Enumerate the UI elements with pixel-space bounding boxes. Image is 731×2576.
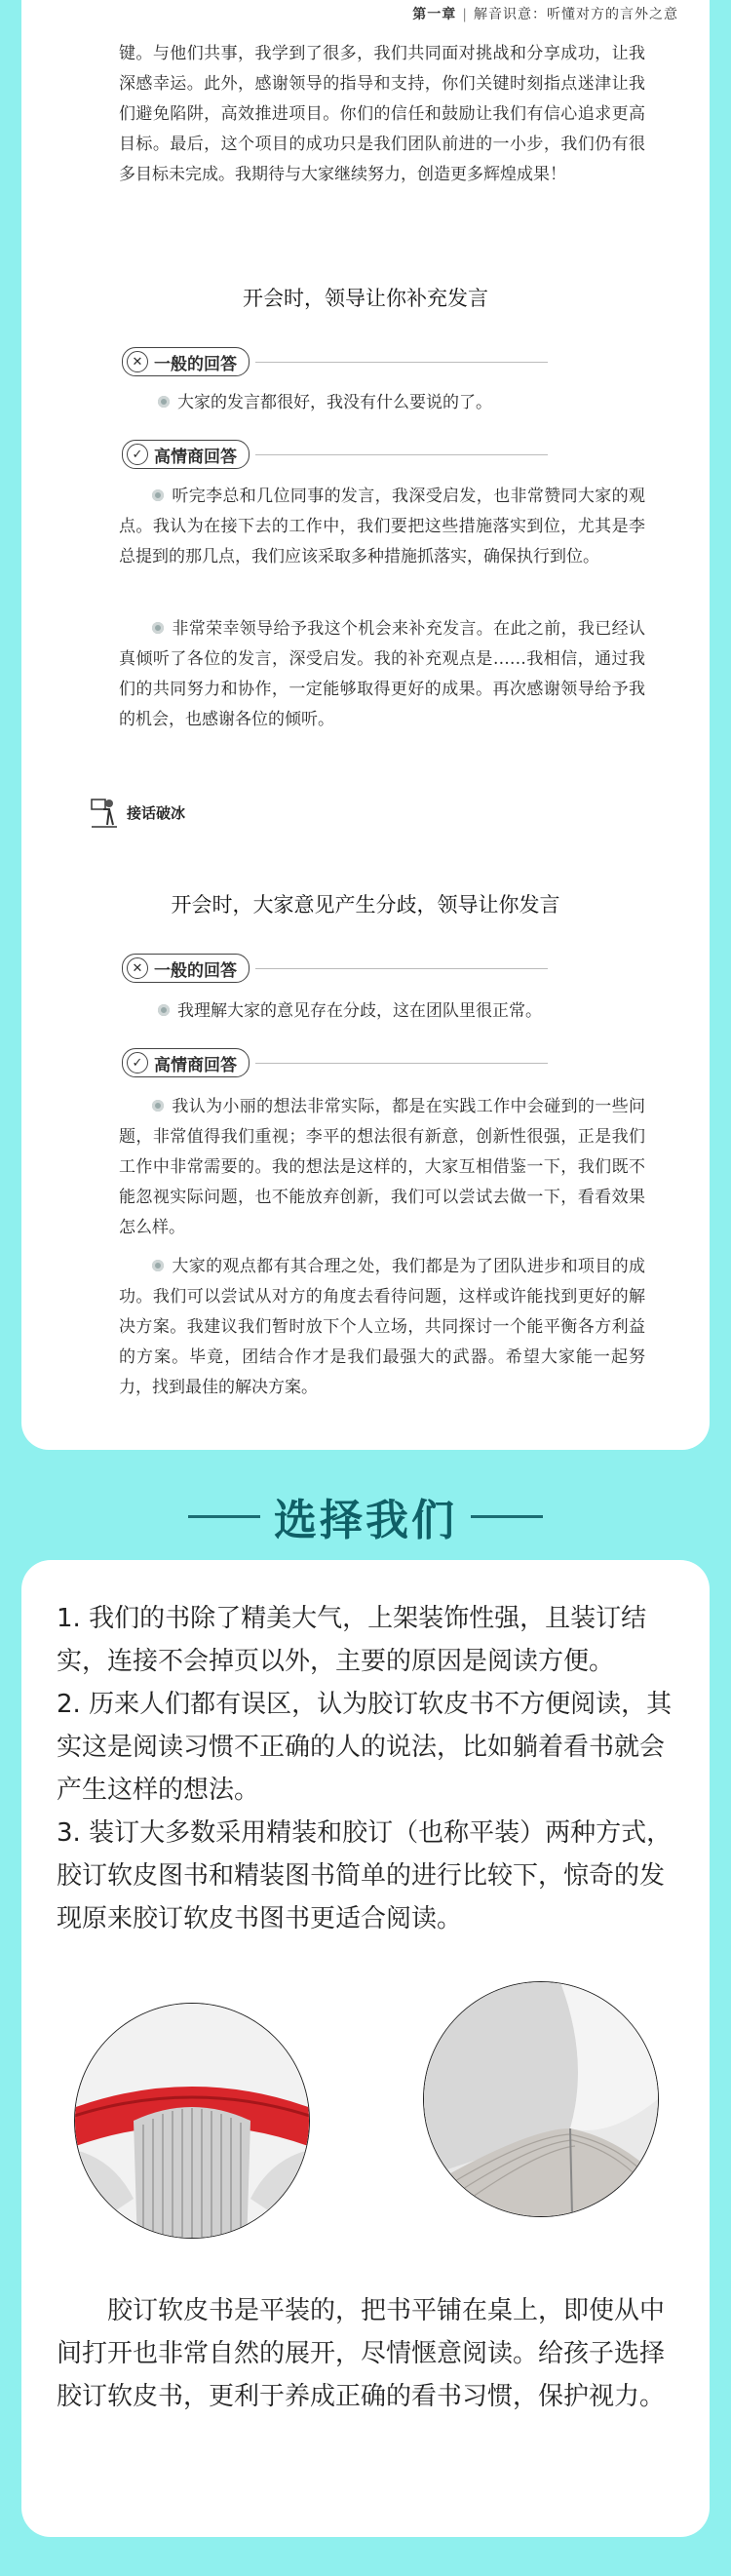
bullet-icon [152,1260,164,1271]
scenario1-general-text: 大家的发言都很好，我没有什么要说的了。 [177,393,492,412]
section-title-text: 选择我们 [274,1496,457,1545]
scenario1-general-tag [122,347,250,376]
chapter-subtitle: 解音识意：听懂对方的言外之意 [474,7,678,22]
book-page-card [21,0,710,1450]
book-pages-photo [423,1981,659,2217]
intro-paragraph: 键。与他们共事，我学到了很多，我们共同面对挑战和分享成功，让我深感幸运。此外，感谢领导的指导和支持，你们关键时刻指点迷津让我们避免陷阱，高效推进项目。你们的信任和鼓励让我们有信心追求更高目标。最后，这个项目的成功只是我们团队前进的一小步，我们仍有很多目标未完成。我期待与大家继续努力，创造更多辉煌成果！ [119,44,645,184]
scenario2-title: 开会时，大家意见产生分歧，领导让你发言 [171,893,560,917]
tip-label: 接话破冰 [127,803,186,822]
scenario2-eq-answer-1 [119,1092,645,1243]
check-icon: ✓ [127,444,148,465]
bullet-icon [152,622,164,634]
tag-underline [255,968,548,969]
scenario2-eq-tag [122,1048,250,1077]
person-sign-icon [90,796,119,829]
book-pages-image [424,1982,658,2216]
bullet-icon [152,1100,164,1112]
scenario1-eq-tag [122,440,250,469]
scenario1-title: 开会时，领导让你补充发言 [243,287,488,310]
tip-badge [90,796,185,829]
reason-2: 2. 历来人们都有误区，认为胶订软皮书不方便阅读，其实这是阅读习惯不正确的人的说法，比如躺着看书就会产生这样的想法。 [57,1690,673,1805]
scenario2-general-tag [122,954,250,983]
chapter-header [412,4,678,23]
book-spine-image [75,2004,309,2238]
scenario2-general-text: 我理解大家的意见存在分歧，这在团队里很正常。 [177,1001,542,1021]
bullet-icon [158,396,170,408]
check-icon: ✓ [127,1052,148,1073]
book-spine-photo [74,2003,310,2239]
scenario2-general-label: 一般的回答 [154,960,237,981]
chapter-number: 第一章 [412,7,457,22]
tag-underline [255,362,548,363]
scenario1-general-answer [158,388,645,418]
scenario1-eq-answer-2 [119,614,645,735]
header-separator: | [462,7,468,22]
cross-icon: ✕ [127,957,148,979]
scenario1-eq-text-2: 非常荣幸领导给予我这个机会来补充发言。在此之前，我已经认真倾听了各位的发言，深受启发。我的补充观点是……我相信，通过我们的共同努力和协作，一定能够取得更好的成果。再次感谢领导给予我的机会，也感谢各位的倾听。 [119,619,645,729]
section-title [0,1487,731,1545]
scenario1-eq-text-1: 听完李总和几位同事的发言，我深受启发，也非常赞同大家的观点。我认为在接下去的工作中，我们要把这些措施落实到位，尤其是李总提到的那几点，我们应该采取多种措施抓落实，确保执行到位。 [119,487,645,566]
bullet-icon [152,489,164,501]
scenario2-eq-answer-2 [119,1252,645,1403]
title-line-left [188,1515,260,1518]
cross-icon: ✕ [127,351,148,372]
closing-paragraph: 胶订软皮书是平装的，把书平铺在桌上，即使从中间打开也非常自然的展开，尽情惬意阅读。给孩子选择胶订软皮书，更利于养成正确的看书习惯，保护视力。 [57,2296,666,2411]
reasons-card [21,1560,710,2537]
scenario1-eq-answer-1 [119,482,645,572]
tag-underline [255,1063,548,1064]
scenario2-general-answer [158,996,645,1027]
reason-1: 1. 我们的书除了精美大气，上架装饰性强，且装订结实，连接不会掉页以外，主要的原因是阅读方便。 [57,1604,647,1676]
scenario1-general-label: 一般的回答 [154,354,237,374]
scenario2-eq-label: 高情商回答 [154,1055,237,1075]
bullet-icon [158,1004,170,1016]
tag-underline [255,454,548,455]
scenario2-eq-text-2: 大家的观点都有其合理之处，我们都是为了团队进步和项目的成功。我们可以尝试从对方的角度去看待问题，这样或许能找到更好的解决方案。我建议我们暂时放下个人立场，共同探讨一个能平衡各方利益的方案。毕竟，团结合作才是我们最强大的武器。希望大家能一起努力，找到最佳的解决方案。 [119,1257,645,1397]
scenario1-eq-label: 高情商回答 [154,447,237,467]
title-line-right [471,1515,543,1518]
reason-3: 3. 装订大多数采用精装和胶订（也称平装）两种方式，胶订软皮图书和精装图书简单的进行比较下，惊奇的发现原来胶订软皮书图书更适合阅读。 [57,1818,673,1933]
scenario2-eq-text-1: 我认为小丽的想法非常实际，都是在实践工作中会碰到的一些问题，非常值得我们重视；李平的想法很有新意，创新性很强，正是我们工作中非常需要的。我的想法是这样的，大家互相借鉴一下，我们既不能忽视实际问题，也不能放弃创新，我们可以尝试去做一下，看看效果怎么样。 [119,1097,645,1237]
